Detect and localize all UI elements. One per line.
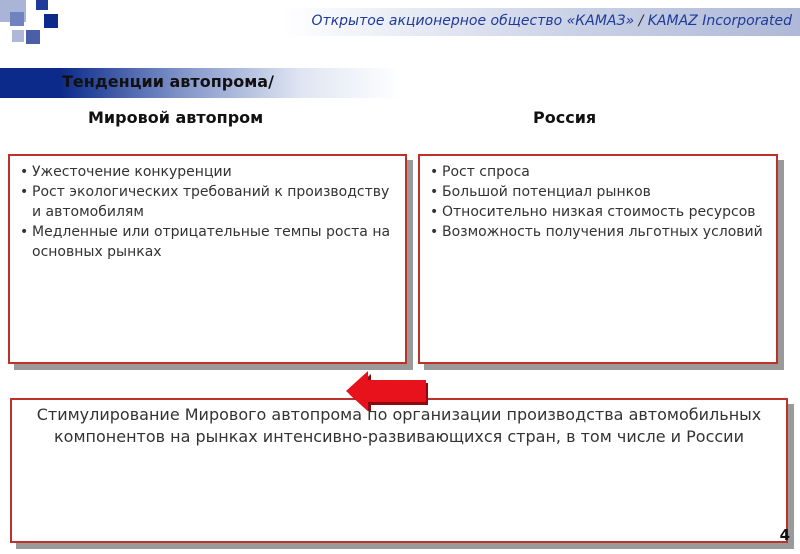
list-item: • Ужесточение конкуренции [18,162,397,182]
list-item: • Рост экологических требований к производству и автомобилям [18,182,397,222]
company-header [312,13,792,29]
russia-trends-box [418,154,778,364]
list-item: • Медленные или отрицательные темпы роста на основных рынках [18,222,397,262]
russia-trends-list [428,162,768,242]
arrow-left-icon [346,371,428,411]
slide-title: Тенденции автопрома/ [62,72,274,91]
column-heading-world: Мировой автопром [88,108,264,127]
company-name-ru: Открытое акционерное общество «КАМАЗ» [311,13,635,29]
conclusion-box [10,398,788,543]
list-item: • Рост спроса [428,162,768,182]
list-item: • Большой потенциал рынков [428,182,768,202]
header-separator: / [638,13,644,29]
conclusion-text: Стимулирование Мирового автопрома по организации производства автомобильных компонентов на рынках интенсивно-развивающихся стран, в том числе и России [36,405,762,446]
list-item: • Возможность получения льготных условий [428,222,768,242]
column-heading-russia: Россия [533,108,597,127]
list-item: • Относительно низкая стоимость ресурсов [428,202,768,222]
company-name-en: KAMAZ Incorporated [647,13,792,29]
page-number: 4 [779,526,790,544]
world-trends-box [8,154,407,364]
world-trends-list [18,162,397,262]
